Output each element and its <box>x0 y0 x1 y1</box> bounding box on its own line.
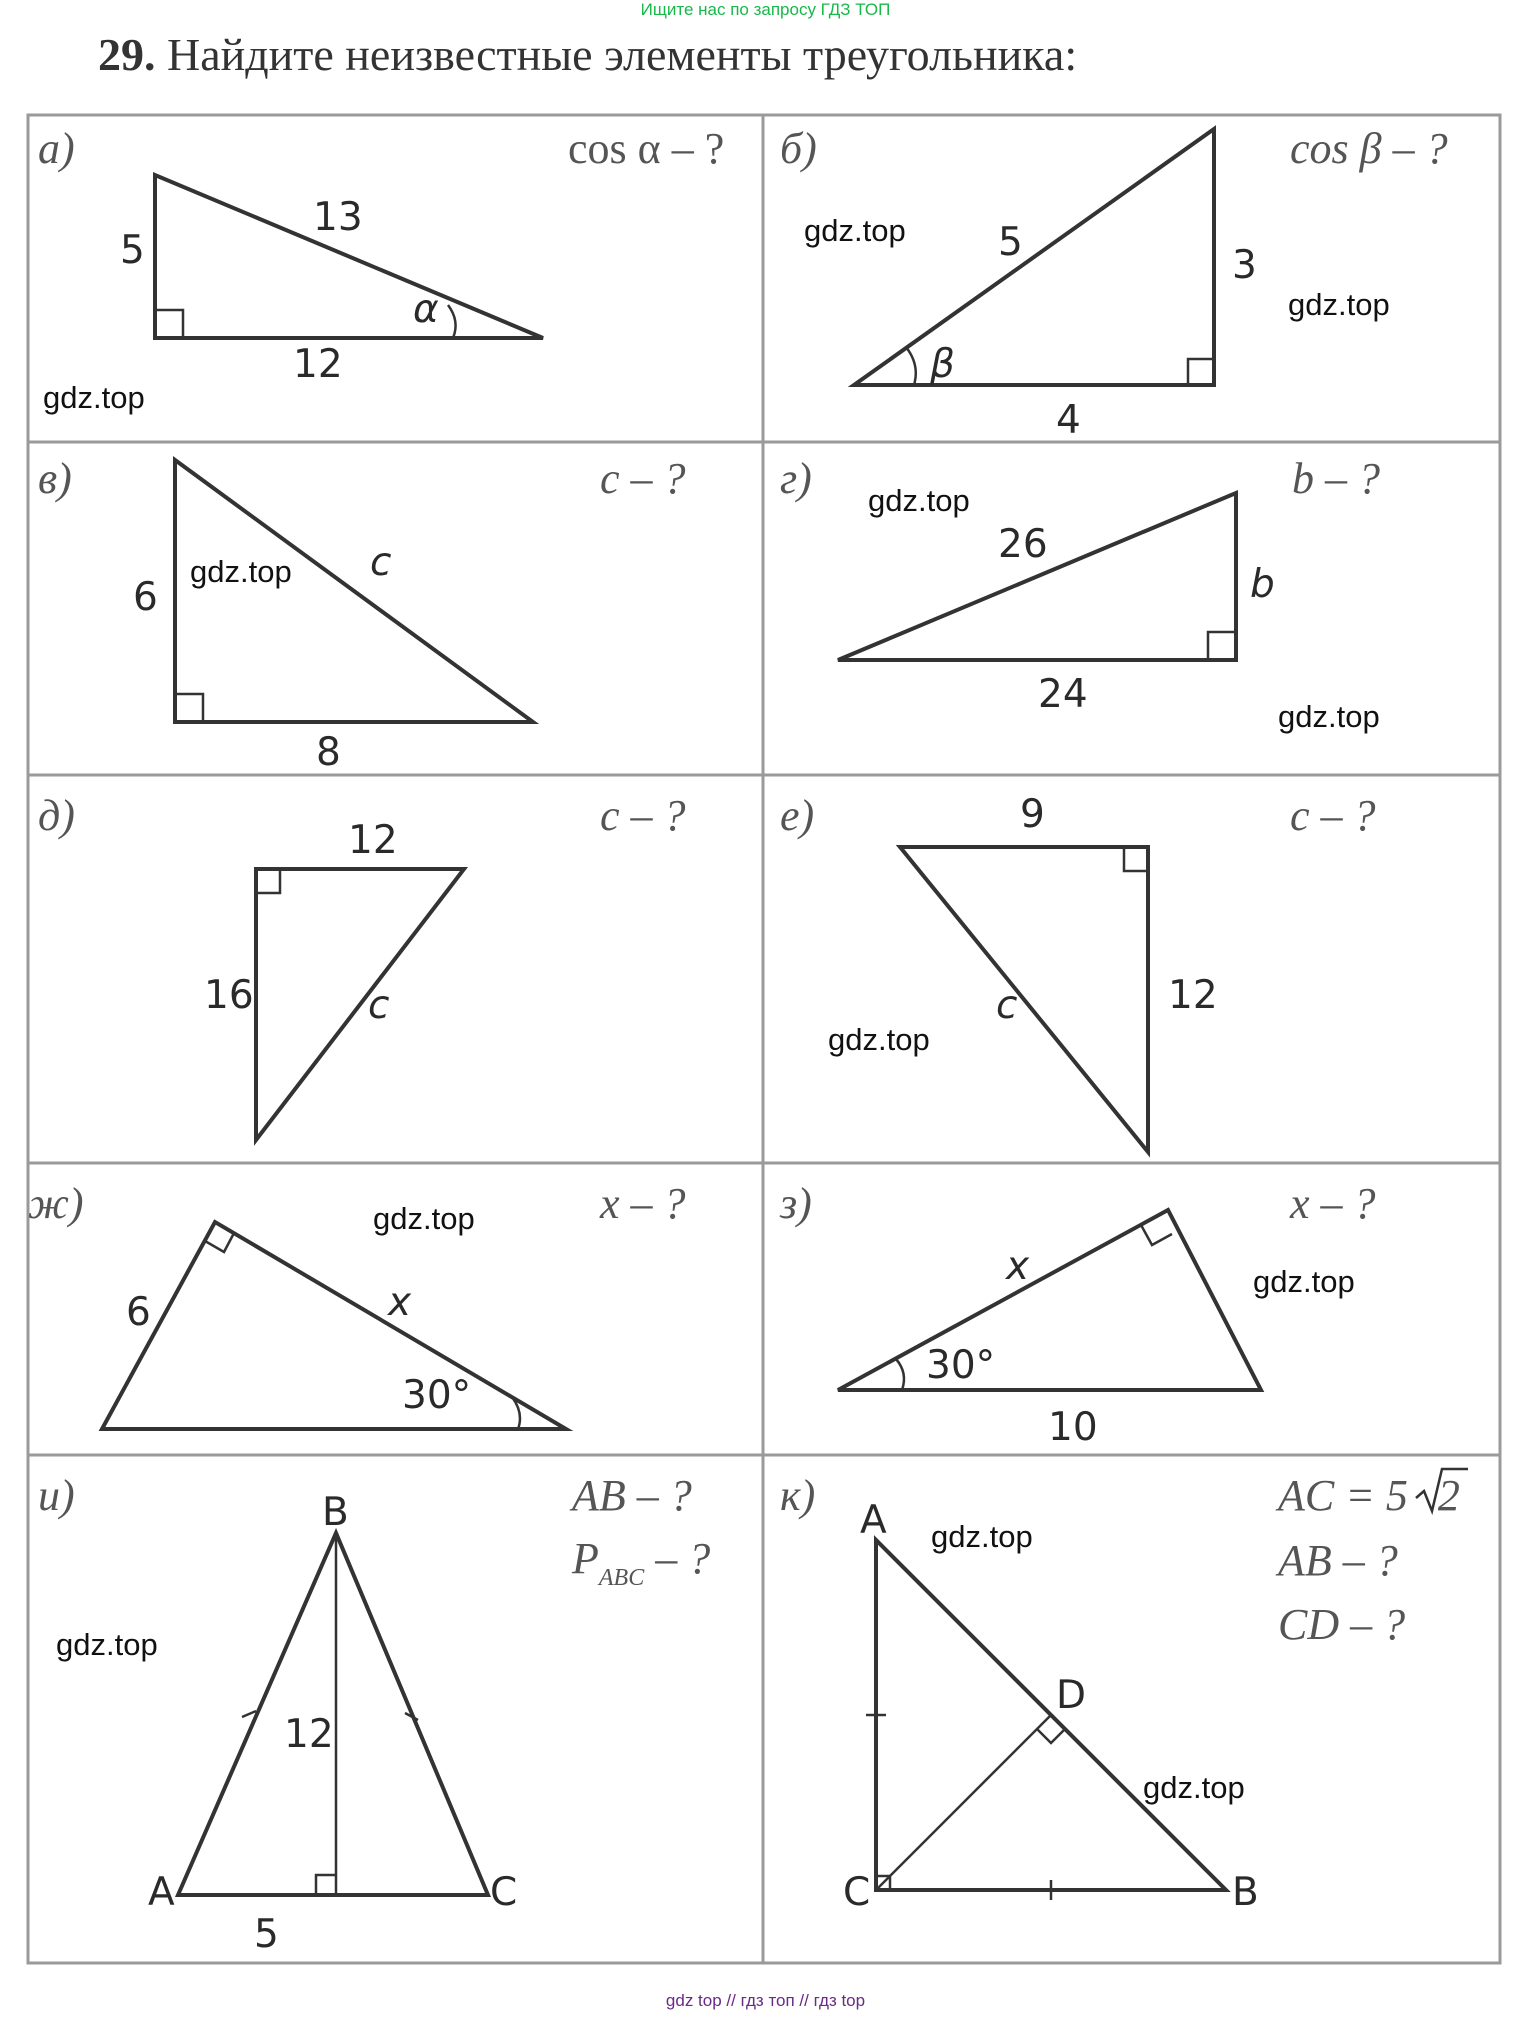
panel-v-side-leg-horizontal: 8 <box>316 730 341 775</box>
panel-zh-side-short: 6 <box>126 1290 151 1335</box>
panel-k-vertex-c: C <box>843 1870 871 1915</box>
panel-a-angle-arc <box>448 305 456 338</box>
panel-k-right-angle-d <box>1037 1729 1065 1743</box>
panel-v-question: c – ? <box>600 454 686 503</box>
panel-i-height-label: 12 <box>284 1712 334 1757</box>
panel-k-given-lhs: AC = 5 <box>1278 1471 1408 1520</box>
grid-lines <box>28 115 1500 1963</box>
panel-b-right-angle-mark <box>1188 359 1214 385</box>
panel-a-side-leg-horizontal: 12 <box>293 342 343 387</box>
panel-i-vertex-c: C <box>490 1870 518 1915</box>
panel-d-right-angle-mark <box>256 869 280 893</box>
panel-v-side-leg-vertical: 6 <box>133 575 158 620</box>
watermark-zh: gdz.top <box>373 1201 475 1236</box>
panel-i-label: и) <box>38 1471 75 1520</box>
panel-g-side-leg-horizontal: 24 <box>1038 672 1088 717</box>
panel-z-side-x: x <box>1006 1244 1030 1289</box>
panel-zh-label: ж) <box>28 1179 84 1228</box>
watermark-b1: gdz.top <box>804 213 906 248</box>
watermark-a: gdz.top <box>43 380 145 415</box>
panel-b-triangle <box>854 129 1214 385</box>
panel-b-side-hyp: 5 <box>998 220 1023 265</box>
panel-d <box>38 791 686 1140</box>
panel-e-side-top: 9 <box>1020 792 1045 837</box>
panel-i-tick-left <box>242 1711 256 1717</box>
panel-g-right-angle-mark <box>1208 632 1236 660</box>
panel-g <box>780 454 1380 734</box>
panel-g-side-hyp: 26 <box>998 522 1048 567</box>
panel-a <box>38 124 724 415</box>
panel-i-question-1: AB – ? <box>572 1471 692 1520</box>
panel-k-question-2: CD – ? <box>1278 1600 1406 1649</box>
panel-z-angle-label: 30° <box>926 1343 996 1388</box>
watermark-z: gdz.top <box>1253 1264 1355 1299</box>
panel-k-vertex-b: B <box>1232 1870 1259 1915</box>
panel-e-label: е) <box>780 791 815 840</box>
panel-v-right-angle-mark <box>175 694 203 722</box>
panel-e-side-right: 12 <box>1168 973 1218 1018</box>
panel-d-side-hyp: c <box>368 983 390 1028</box>
panel-k-segment-cd <box>876 1715 1051 1890</box>
panel-g-side-leg-vertical: b <box>1250 562 1275 607</box>
panel-i-question-2-sub: ABC <box>598 1565 645 1591</box>
panel-b-label: б) <box>780 124 817 173</box>
task-title <box>98 28 1077 81</box>
panel-e-side-hyp: c <box>996 983 1018 1028</box>
panel-zh-triangle <box>102 1222 566 1429</box>
panel-i-vertex-a: A <box>148 1870 175 1915</box>
panel-i-question-2 <box>571 1534 710 1591</box>
panel-z-side-base: 10 <box>1048 1405 1098 1450</box>
panel-i-question-2-main: P <box>572 1534 599 1583</box>
panel-k-label: к) <box>780 1471 816 1520</box>
watermark-k2: gdz.top <box>1143 1770 1245 1805</box>
watermark-g2: gdz.top <box>1278 699 1380 734</box>
watermark-e: gdz.top <box>828 1022 930 1057</box>
panel-e-triangle <box>900 847 1148 1152</box>
panel-z-triangle <box>838 1210 1261 1390</box>
panel-v-side-hyp: c <box>370 540 392 585</box>
panel-z-question: x – ? <box>1290 1179 1376 1228</box>
panel-i <box>38 1471 710 1957</box>
panel-b <box>780 124 1448 443</box>
panel-e-question: c – ? <box>1290 791 1376 840</box>
panel-z-angle-arc <box>896 1359 904 1390</box>
exercise-grid <box>28 115 1500 1963</box>
panel-a-side-leg-vertical: 5 <box>120 228 145 273</box>
task-text: Найдите неизвестные элементы треугольника: <box>167 29 1078 80</box>
panel-g-triangle <box>838 493 1236 660</box>
panel-b-angle-arc <box>906 347 916 385</box>
panel-i-base-half-label: 5 <box>254 1912 279 1957</box>
panel-zh-question: x – ? <box>600 1179 686 1228</box>
panel-e-right-angle-mark <box>1124 847 1148 871</box>
panel-k-given-root: 2 <box>1437 1471 1460 1520</box>
footer-links[interactable]: gdz top // гдз топ // гдз top <box>665 1991 866 2010</box>
panel-d-triangle <box>256 869 464 1140</box>
panel-b-angle-label: β <box>930 342 955 387</box>
panel-d-label: д) <box>38 791 75 840</box>
panel-i-right-angle-mark <box>316 1875 336 1895</box>
panel-i-vertex-b: B <box>322 1490 349 1535</box>
panel-a-label: а) <box>38 124 75 173</box>
header-search-hint[interactable]: Ищите нас по запросу ГДЗ ТОП <box>640 0 891 19</box>
panel-v-label: в) <box>38 454 72 503</box>
panel-v <box>38 454 686 775</box>
panel-a-angle-label: α <box>413 287 439 332</box>
panel-e <box>780 791 1376 1152</box>
panel-g-question: b – ? <box>1292 454 1380 503</box>
panel-z-label: з) <box>780 1179 812 1228</box>
panel-z-right-angle-mark <box>1141 1225 1172 1245</box>
panel-i-question-2-tail: – ? <box>644 1534 711 1583</box>
watermark-b2: gdz.top <box>1288 287 1390 322</box>
panel-b-side-leg-horizontal: 4 <box>1056 398 1081 443</box>
panel-d-side-left: 16 <box>204 973 254 1018</box>
task-number: 29. <box>98 29 156 80</box>
panel-d-side-top: 12 <box>348 818 398 863</box>
watermark-i: gdz.top <box>56 1627 158 1662</box>
panel-b-question: cos β – ? <box>1290 124 1448 173</box>
panel-v-triangle <box>175 460 533 722</box>
watermark-v: gdz.top <box>190 554 292 589</box>
panel-a-right-angle-mark <box>155 310 183 338</box>
panel-d-question: c – ? <box>600 791 686 840</box>
panel-a-question: cos α – ? <box>568 124 725 173</box>
panel-k-vertex-d: D <box>1056 1673 1087 1718</box>
panel-a-side-hyp: 13 <box>313 195 363 240</box>
panel-k-vertex-a: A <box>860 1498 887 1543</box>
panel-zh-angle-label: 30° <box>402 1373 472 1418</box>
panel-k <box>780 1469 1468 1915</box>
exercise-grid-svg <box>28 115 1500 1963</box>
watermark-k1: gdz.top <box>931 1519 1033 1554</box>
panel-z <box>779 1179 1376 1450</box>
panel-b-side-leg-vertical: 3 <box>1232 243 1257 288</box>
panel-zh <box>28 1179 686 1429</box>
panel-g-label: г) <box>780 454 812 503</box>
watermark-g1: gdz.top <box>868 483 970 518</box>
panel-zh-side-x: x <box>388 1280 412 1325</box>
panel-k-question-1: AB – ? <box>1278 1536 1398 1585</box>
